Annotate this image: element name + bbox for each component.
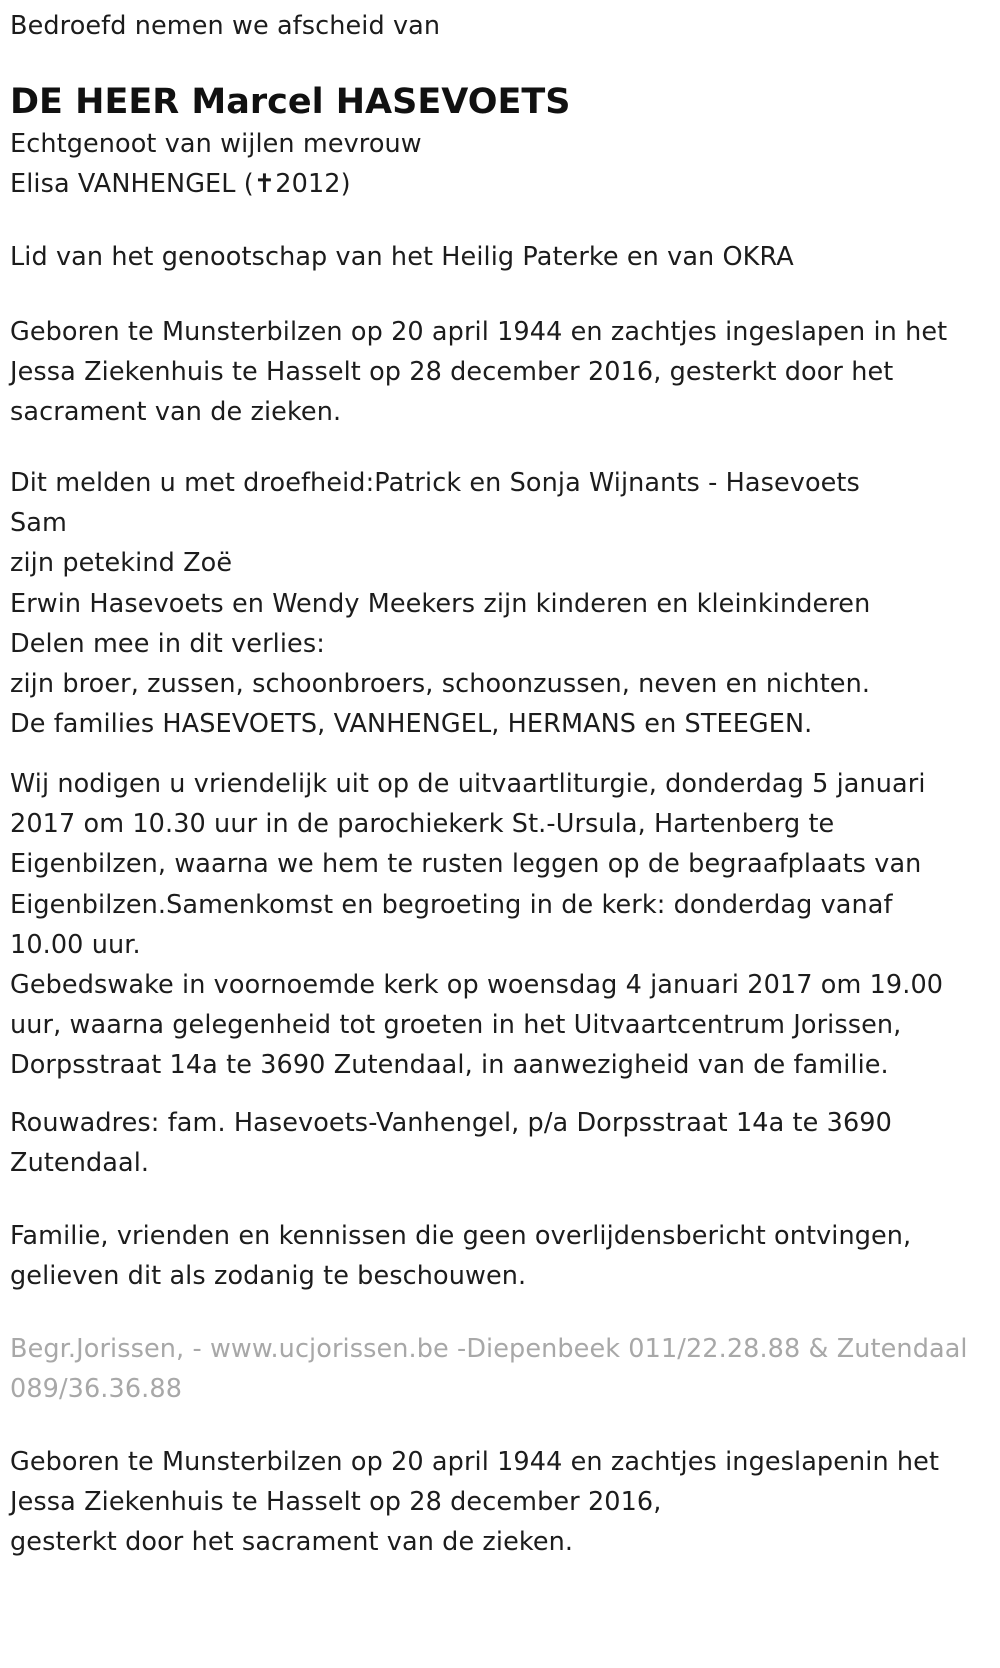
funeral-block — [10, 764, 943, 1086]
intro-text: Bedroefd nemen we afscheid van — [10, 11, 441, 41]
funeral-line: Eigenbilzen.Samenkomst en begroeting in de kerk: donderdag vanaf — [10, 889, 893, 920]
family-line: De families HASEVOETS, VANHENGEL, HERMANS en STEEGEN. — [10, 709, 813, 740]
family-line: Erwin Hasevoets en Wendy Meekers zijn kinderen en kleinkinderen — [10, 588, 871, 619]
birth-line: Geboren te Munsterbilzen op 20 april 1944 en zachtjes ingeslapen in het — [10, 317, 948, 347]
deceased-name: DE HEER Marcel HASEVOETS — [10, 82, 571, 122]
address-block — [10, 1103, 892, 1183]
family-block — [10, 463, 870, 744]
funeral-line: uur, waarna gelegenheid tot groeten in het Uitvaartcentrum Jorissen, — [10, 1010, 902, 1041]
birth-line: sacrament van de zieken. — [10, 397, 342, 428]
funeral-line: 10.00 uur. — [10, 929, 141, 960]
birth-repeat-line: gesterkt door het sacrament van de zieken. — [10, 1527, 574, 1558]
membership-block — [10, 237, 794, 277]
birth-repeat-block — [10, 1442, 939, 1563]
family-line: Dit melden u met droefheid:Patrick en Sonja Wijnants - Hasevoets — [10, 468, 860, 498]
funeral-line: 2017 om 10.30 uur in de parochiekerk St.-Ursula, Hartenberg te — [10, 809, 835, 840]
funeral-line: Gebedswake in voornoemde kerk op woensdag 4 januari 2017 om 19.00 — [10, 970, 944, 1001]
birth-repeat-line: Geboren te Munsterbilzen op 20 april 1944 en zachtjes ingeslapenin het — [10, 1447, 940, 1477]
family-line: Sam — [10, 508, 67, 539]
funeral-line: Wij nodigen u vriendelijk uit op de uitvaartliturgie, donderdag 5 januari — [10, 769, 926, 799]
membership-line: Lid van het genootschap van het Heilig Paterke en van OKRA — [10, 242, 794, 272]
undertaker-line: 089/36.36.88 — [10, 1374, 183, 1405]
birth-repeat-line: Jessa Ziekenhuis te Hasselt op 28 december 2016, — [10, 1487, 662, 1518]
funeral-line: Eigenbilzen, waarna we hem te rusten leggen op de begraafplaats van — [10, 849, 922, 880]
birth-line: Jessa Ziekenhuis te Hasselt op 28 december 2016, gesterkt door het — [10, 357, 894, 388]
undertaker-line: Begr.Jorissen, - www.ucjorissen.be -Diepenbeek 011/22.28.88 & Zutendaal — [10, 1334, 968, 1364]
birth-block — [10, 312, 947, 433]
funeral-line: Dorpsstraat 14a te 3690 Zutendaal, in aanwezigheid van de familie. — [10, 1050, 889, 1081]
spouse-line: Echtgenoot van wijlen mevrouw — [10, 129, 422, 159]
family-line: Delen mee in dit verlies: — [10, 628, 325, 659]
family-line: zijn petekind Zoë — [10, 548, 233, 579]
spouse-line: Elisa VANHENGEL (✝2012) — [10, 169, 351, 200]
address-line: Rouwadres: fam. Hasevoets-Vanhengel, p/a Dorpsstraat 14a te 3690 — [10, 1108, 892, 1138]
family-line: zijn broer, zussen, schoonbroers, schoonzussen, neven en nichten. — [10, 669, 871, 700]
notice-line: gelieven dit als zodanig te beschouwen. — [10, 1261, 527, 1292]
notice-line: Familie, vrienden en kennissen die geen overlijdensbericht ontvingen, — [10, 1221, 912, 1251]
address-line: Zutendaal. — [10, 1148, 150, 1179]
undertaker-block — [10, 1329, 968, 1409]
notice-block — [10, 1216, 911, 1296]
spouse-block — [10, 124, 422, 204]
